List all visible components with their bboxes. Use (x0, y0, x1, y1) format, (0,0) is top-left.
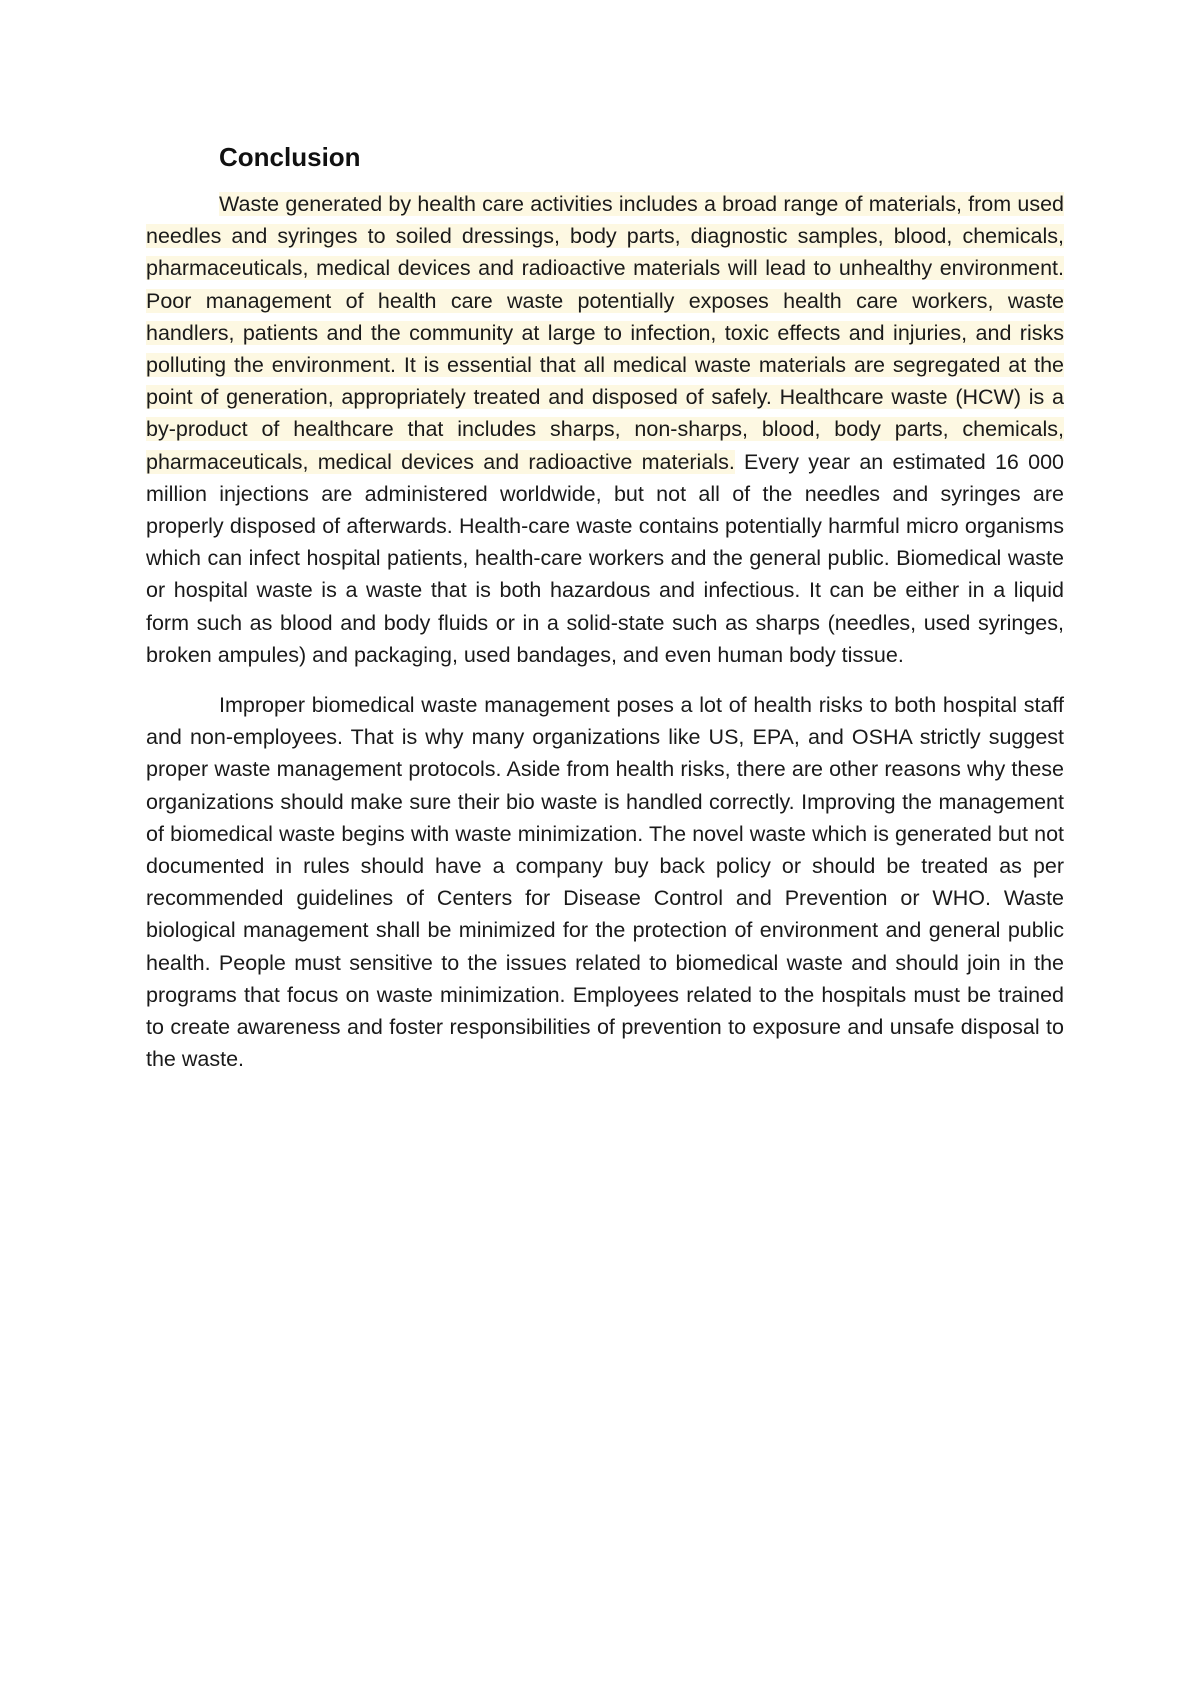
paragraph-1-text: Every year an estimated 16 000 million injections are administered worldwide, but not all of the needles and syringes are properly disposed of afterwards. Health-care waste contains potentially harmful micro organisms which can infect hospital patients, health-care workers and the general public. Biomedical waste or hospital waste is a waste that is both hazardous and infectious. It can be either in a liquid form such as blood and body fluids or in a solid-state such as sharps (needles, used syringes, broken ampules) and packaging, used bandages, and even human body tissue. (146, 449, 1064, 667)
section-heading: Conclusion (219, 142, 361, 172)
paragraph-2: Improper biomedical waste management poses a lot of health risks to both hospital staff and non-employees. That is why many organizations like US, EPA, and OSHA strictly suggest proper waste management protocols. Aside from health risks, there are other reasons why these organizations should make sure their bio waste is handled correctly. Improving the management of biomedical waste begins with waste minimization. The novel waste which is generated but not documented in rules should have a company buy back policy or should be treated as per recommended guidelines of Centers for Disease Control and Prevention or WHO. Waste biological management shall be minimized for the protection of environment and general public health. People must sensitive to the issues related to biomedical waste and should join in the programs that focus on waste minimization. Employees related to the hospitals must be trained to create awareness and foster responsibilities of prevention to exposure and unsafe disposal to the waste. (146, 693, 1064, 1072)
paragraph-1 (146, 188, 1064, 671)
highlighted-text: Waste generated by health care activities includes a broad range of materials, from used needles and syringes to soiled dressings, body parts, diagnostic samples, blood, chemicals, pharmaceuticals, medical devices and radioactive materials will lead to unhealthy environment. Poor management of health care waste potentially exposes health care workers, waste handlers, patients and the community at large to infection, toxic effects and injuries, and risks polluting the environment. It is essential that all medical waste materials are segregated at the point of generation, appropriately treated and disposed of safely. Healthcare waste (HCW) is a by-product of healthcare that includes sharps, non-sharps, blood, body parts, chemicals, pharmaceuticals, medical devices and radioactive materials. (146, 192, 1064, 474)
document-body (146, 140, 1064, 1075)
